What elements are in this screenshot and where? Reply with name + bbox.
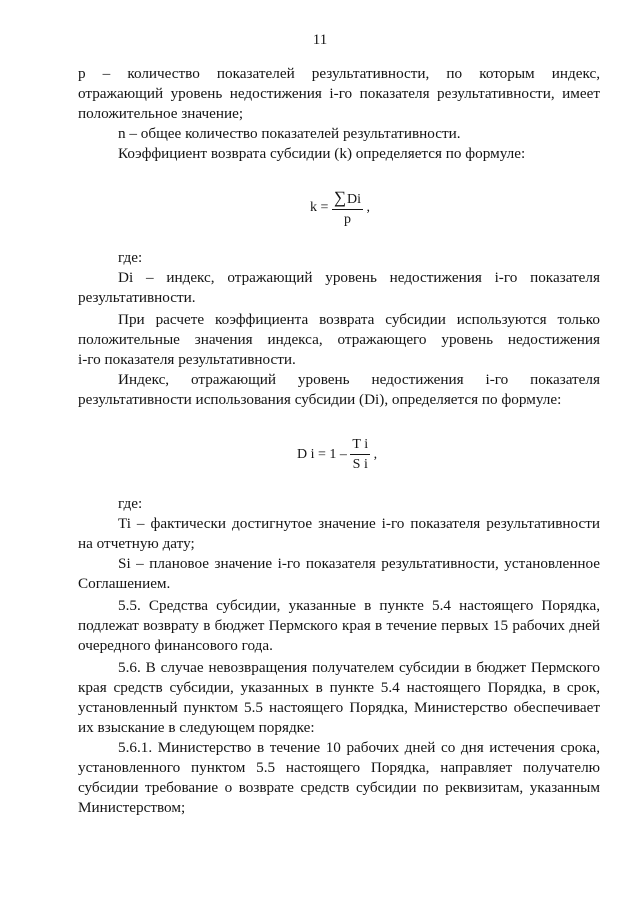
formula-d-denominator: S i — [352, 457, 368, 472]
text-line: i-го показателя результативности. — [78, 351, 296, 368]
formula-k-trail: , — [366, 200, 371, 215]
text-line: результативности. — [78, 289, 196, 306]
text-line: их взыскание в следующем порядке: — [78, 719, 315, 736]
formula-d-numerator: T i — [350, 437, 370, 455]
formula-d-fraction — [350, 437, 370, 473]
text-line: очередного финансового года. — [78, 637, 273, 654]
text-line: Di – индекс, отражающий уровень недостижения i-го показателя — [118, 269, 600, 286]
text-line: установленный пунктом 5.5 настоящего Порядка, Министерство обеспечивает — [78, 699, 600, 716]
formula-d-lhs: D i = 1 – — [297, 447, 347, 462]
text-line: установленного пунктом 5.5 настоящего Порядка, направляет получателю — [78, 759, 600, 776]
formula-k — [310, 188, 370, 228]
formula-k-lhs: k = — [310, 200, 329, 215]
text-line: субсидии требование о возврате средств субсидии по реквизитам, указанным — [78, 779, 600, 796]
text-line: результативности использования субсидии (Di), определяется по формуле: — [78, 391, 562, 408]
text-line: где: — [118, 495, 143, 512]
text-line: Ti – фактически достигнутое значение i-го показателя результативности — [118, 515, 600, 532]
text-line: положительное значение; — [78, 105, 244, 122]
text-line: отражающий уровень недостижения i-го показателя результативности, имеет — [78, 85, 600, 102]
formula-k-fraction — [332, 188, 363, 228]
formula-d — [297, 437, 377, 473]
text-line: p – количество показателей результативности, по которым индекс, — [78, 65, 600, 82]
sigma-symbol: ∑ — [333, 188, 347, 207]
text-line: 5.5. Средства субсидии, указанные в пункте 5.4 настоящего Порядка, — [118, 597, 600, 614]
formula-k-denominator: p — [343, 212, 351, 227]
text-line: 5.6.1. Министерство в течение 10 рабочих дней со дня истечения срока, — [118, 739, 600, 756]
text-line: 5.6. В случае невозвращения получателем субсидии в бюджет Пермского — [118, 659, 600, 676]
formula-k-numerator-text: Di — [347, 192, 362, 207]
text-line: где: — [118, 249, 143, 266]
text-line: При расчете коэффициента возврата субсидии используются только — [118, 311, 600, 328]
text-line: Министерством; — [78, 799, 186, 816]
text-line: Индекс, отражающий уровень недостижения i-го показателя — [118, 371, 600, 388]
text-line: Коэффициент возврата субсидии (k) определяется по формуле: — [118, 145, 526, 162]
text-line: Соглашением. — [78, 575, 171, 592]
formula-d-trail: , — [373, 447, 378, 462]
text-line: n – общее количество показателей результативности. — [118, 125, 461, 142]
text-line: Si – плановое значение i-го показателя результативности, установленное — [118, 555, 600, 572]
text-line: на отчетную дату; — [78, 535, 195, 552]
text-line: подлежат возврату в бюджет Пермского края в течение первых 15 рабочих дней — [78, 617, 600, 634]
text-line: положительные значения индекса, отражающего уровень недостижения — [78, 331, 600, 348]
text-line: края средств субсидии, указанных в пункте 5.4 настоящего Порядка, в срок, — [78, 679, 600, 696]
page-number: 11 — [312, 32, 328, 48]
formula-k-numerator — [332, 188, 363, 210]
